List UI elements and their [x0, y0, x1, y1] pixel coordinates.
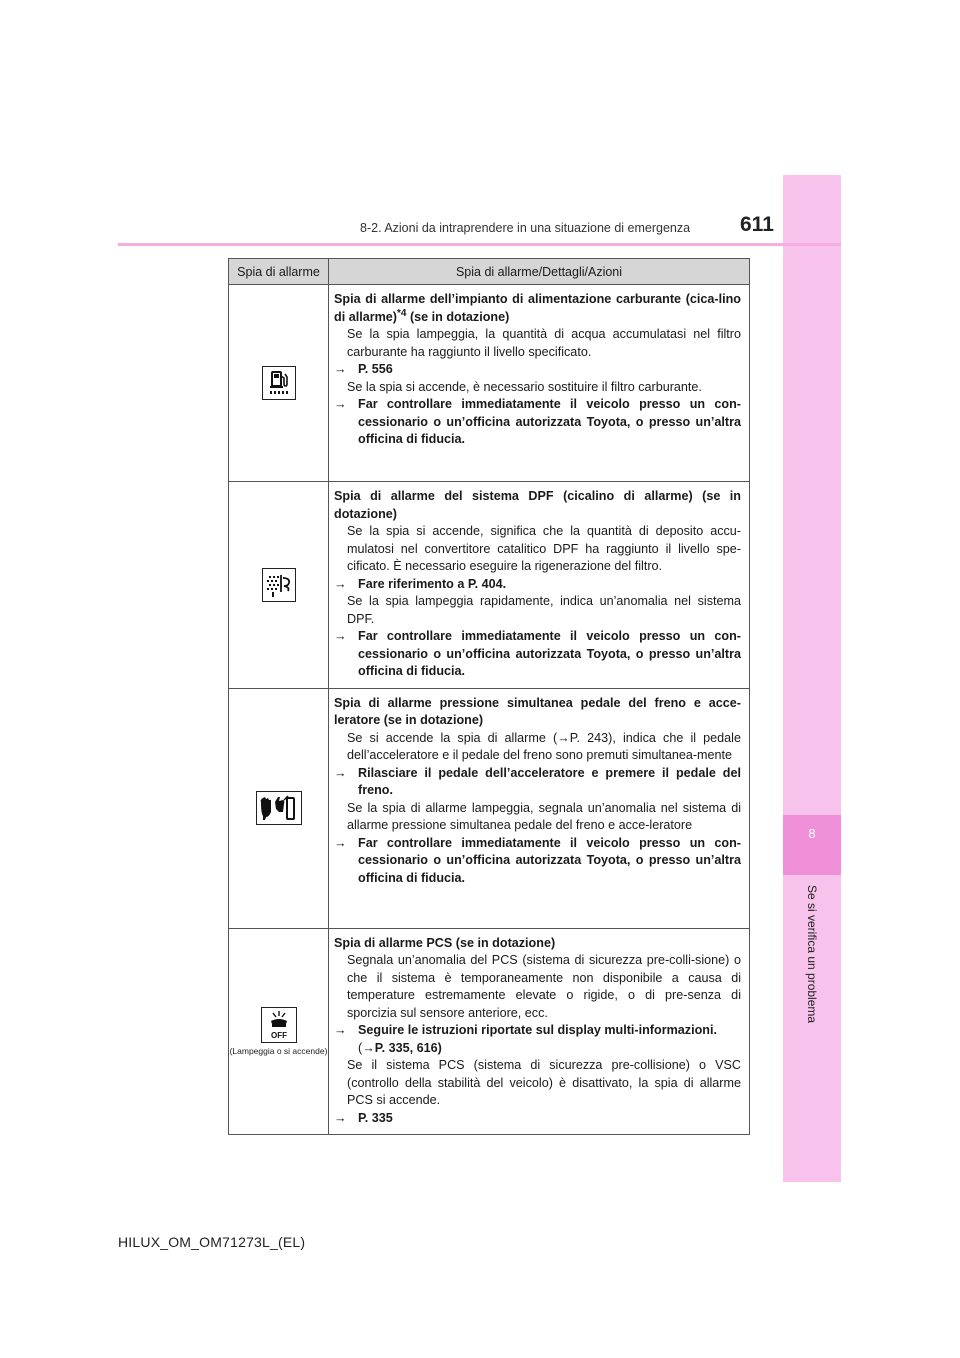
description: Se la spia lampeggia rapidamente, indica un’anomalia nel sistema DPF.	[347, 594, 741, 626]
section-header: 8-2. Azioni da intraprendere in una situazione di emergenza	[360, 221, 691, 235]
column-header-details: Spia di allarme/Dettagli/Azioni	[329, 259, 750, 285]
table-row	[229, 928, 750, 1135]
action: → Seguire le istruzioni riportate sul display multi-informazioni. (→P. 335, 616)	[334, 1023, 717, 1055]
table-row	[229, 688, 750, 928]
description: Se la spia si accende, significa che la quantità di deposito accu-mulatosi nel convertitore catalitico DPF ha raggiunto il livello spe-cificato. È necessario eseguire la rigenerazione del filtro.	[347, 524, 741, 573]
pcs-off-label: OFF	[270, 1030, 287, 1040]
warning-title: Spia di allarme dell’impianto di alimentazione carburante (cica-lino di allarme)$^{*4}$ (se in dotazione)	[334, 292, 741, 324]
brake-override-warning-icon	[256, 791, 302, 825]
description: Se la spia di allarme lampeggia, segnala un’anomalia nel sistema di allarme pressione simultanea pedale del freno e acce-leratore	[347, 800, 741, 832]
description: Se si accende la spia di allarme (→P. 243), indica che il pedale dell’acceleratore e il pedale del freno sono premuti simultanea-mente	[347, 730, 741, 762]
details-cell	[329, 285, 750, 482]
action: → Far controllare immediatamente il veicolo presso un con-cessionario o un’officina autorizzata Toyota, o presso un’altra officina di fiducia.	[334, 397, 741, 446]
icon-cell	[229, 928, 329, 1135]
description: Se la spia lampeggia, la quantità di acqua accumulatasi nel filtro carburante ha raggiunto il livello specificato.	[347, 327, 741, 359]
details-cell	[329, 688, 750, 928]
icon-cell	[229, 688, 329, 928]
chapter-number: 8	[808, 826, 816, 841]
column-header-warning-light: Spia di allarme	[229, 259, 329, 285]
details-cell	[329, 928, 750, 1135]
warning-lights-table	[228, 258, 750, 1135]
page-reference: → Fare riferimento a P. 404.	[334, 576, 507, 591]
description: Segnala un’anomalia del PCS (sistema di sicurezza pre-colli-sione) o che il sistema è temporaneamente non disponibile a causa di temperature estremamente elevate o rigide, o di pre-senza di sporcizia sul sensore anteriore, ecc.	[347, 953, 741, 1020]
dpf-warning-icon	[262, 568, 296, 602]
header-rule	[118, 243, 841, 246]
warning-title: Spia di allarme pressione simultanea pedale del freno e acce-leratore (se in dotazione)	[334, 695, 741, 727]
chapter-number-box	[783, 815, 841, 875]
table-header-row	[229, 259, 750, 285]
action: → Far controllare immediatamente il veicolo presso un con-cessionario o un’officina autorizzata Toyota, o presso un’altra officina di fiducia.	[334, 629, 741, 678]
icon-caption: (Lampeggia o si accende)	[229, 1045, 328, 1056]
icon-cell	[229, 482, 329, 689]
page-reference: → P. 556	[334, 362, 393, 376]
action: → Far controllare immediatamente il veicolo presso un con-cessionario o un’officina autorizzata Toyota, o presso un’altra officina di fiducia.	[334, 835, 741, 885]
warning-title: Spia di allarme PCS (se in dotazione)	[334, 935, 556, 950]
page-number: 611	[740, 213, 774, 236]
icon-cell	[229, 285, 329, 482]
action: → Rilasciare il pedale dell’acceleratore e premere il pedale del freno.	[334, 765, 741, 797]
table-row	[229, 285, 750, 482]
description: Se il sistema PCS (sistema di sicurezza pre-collisione) o VSC (controllo della stabilità del veicolo) è disattivato, la spia di allarme PCS si accende.	[347, 1058, 741, 1107]
details-cell	[329, 482, 750, 689]
document-code: HILUX_OM_OM71273L_(EL)	[118, 1234, 306, 1250]
warning-title: Spia di allarme del sistema DPF (cicalino di allarme) (se in dotazione)	[334, 489, 741, 521]
page-reference: → P. 335	[334, 1110, 393, 1125]
description: Se la spia si accende, è necessario sostituire il filtro carburante.	[347, 379, 702, 394]
pcs-off-warning-icon	[261, 1007, 297, 1043]
table-row	[229, 482, 750, 689]
fuel-filter-warning-icon	[262, 366, 296, 400]
chapter-title: Se si verifica un problema	[805, 885, 819, 1024]
